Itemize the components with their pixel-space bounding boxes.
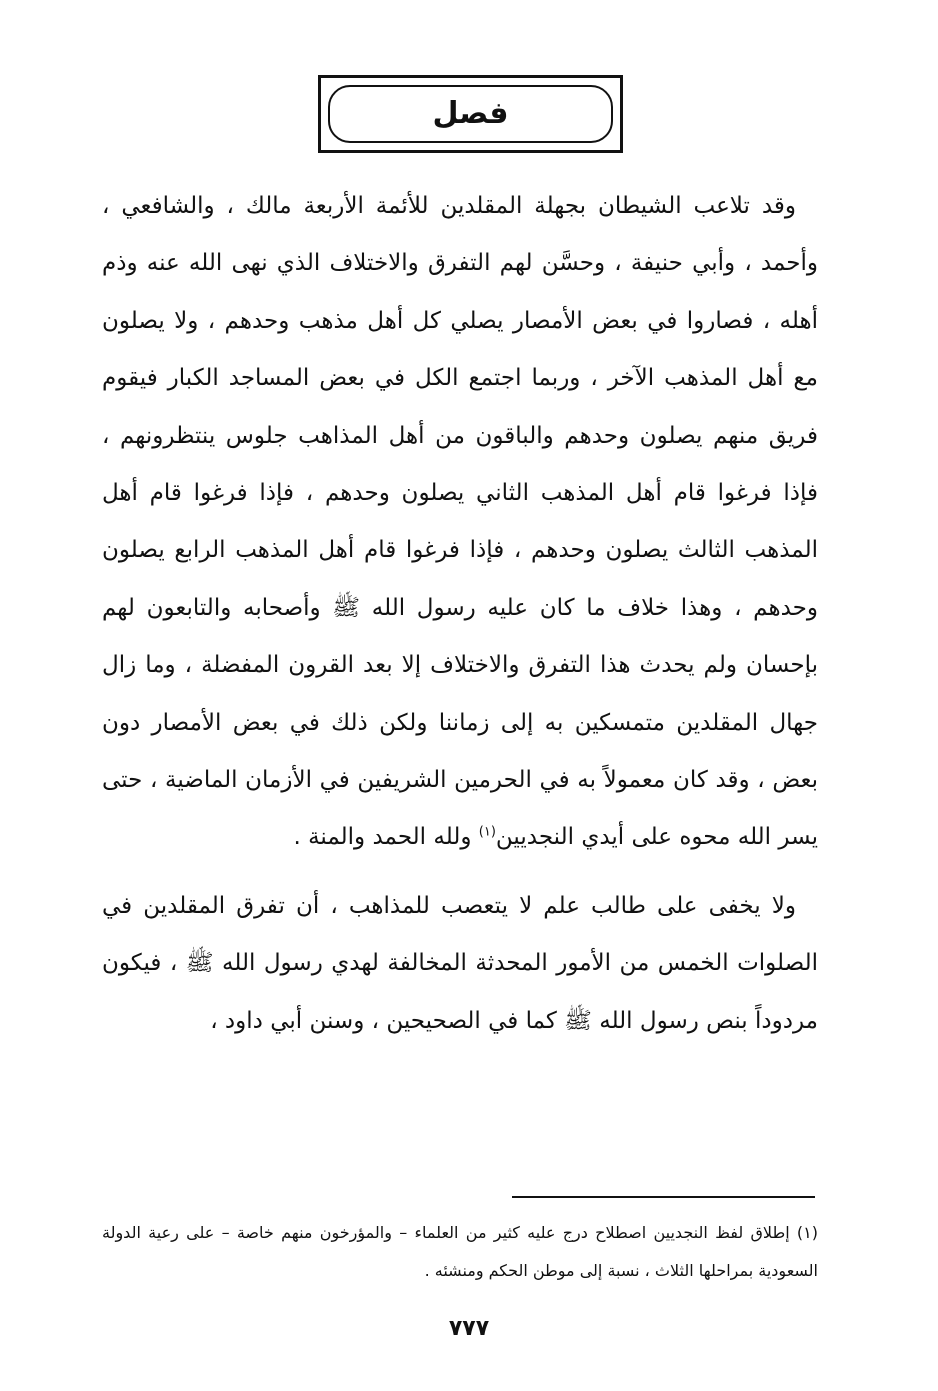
page-number: ٧٧٧ [448,1316,490,1341]
section-title: فصل [432,96,509,131]
main-text [102,178,818,1050]
footnote: (١) إطلاق لفظ النجديين اصطلاح درج عليه كثير من العلماء – والمؤرخون منهم خاصة – على رعية الدولة السعودية بمراحلها الثلاث ، نسبة إلى موطن الحكم ومنشئه . [102,1223,818,1280]
section-title-inner-border [328,85,613,143]
footnote-separator [512,1196,815,1198]
section-title-frame [318,75,623,153]
paragraph-1-text: وقد تلاعب الشيطان بجهلة المقلدين للأئمة الأربعة مالك ، والشافعي ، وأحمد ، وأبي حنيفة ، وحسَّن لهم التفرق والاختلاف الذي نهى الله عنه وذم أهله ، فصاروا في بعض الأمصار يصلي كل أهل مذهب وحدهم ، ولا يصلون مع أهل المذهب الآخر ، وربما اجتمع الكل في بعض المساجد الكبار فيقوم فريق منهم يصلون وحدهم والباقون من أهل المذاهب جلوس ينتظرونهم ، فإذا فرغوا قام أهل المذهب الثاني يصلون وحدهم ، فإذا فرغوا قام أهل المذهب الثالث يصلون وحدهم ، فإذا فرغوا قام أهل المذهب الرابع يصلون وحدهم ، وهذا خلاف ما كان عليه رسول الله ﷺ وأصحابه والتابعون لهم بإحسان ولم يحدث هذا التفرق والاختلاف إلا بعد القرون المفضلة ، وما زال جهال المقلدين متمسكين به إلى زماننا ولكن ذلك في بعض الأمصار دون بعض ، وقد كان معمولاً به في الحرمين الشريفين في الأزمان الماضية ، حتى يسر الله محوه على أيدي النجديين [102,193,818,851]
paragraph-1 [102,178,818,867]
paragraph-1-tail: ولله الحمد والمنة . [293,824,479,851]
footnote-reference: (١) [478,824,496,840]
paragraph-2: ولا يخفى على طالب علم لا يتعصب للمذاهب ، أن تفرق المقلدين في الصلوات الخمس من الأمور المحدثة المخالفة لهدي رسول الله ﷺ ، فيكون مردوداً بنص رسول الله ﷺ كما في الصحيحين ، وسنن أبي داود ، [102,892,818,1034]
